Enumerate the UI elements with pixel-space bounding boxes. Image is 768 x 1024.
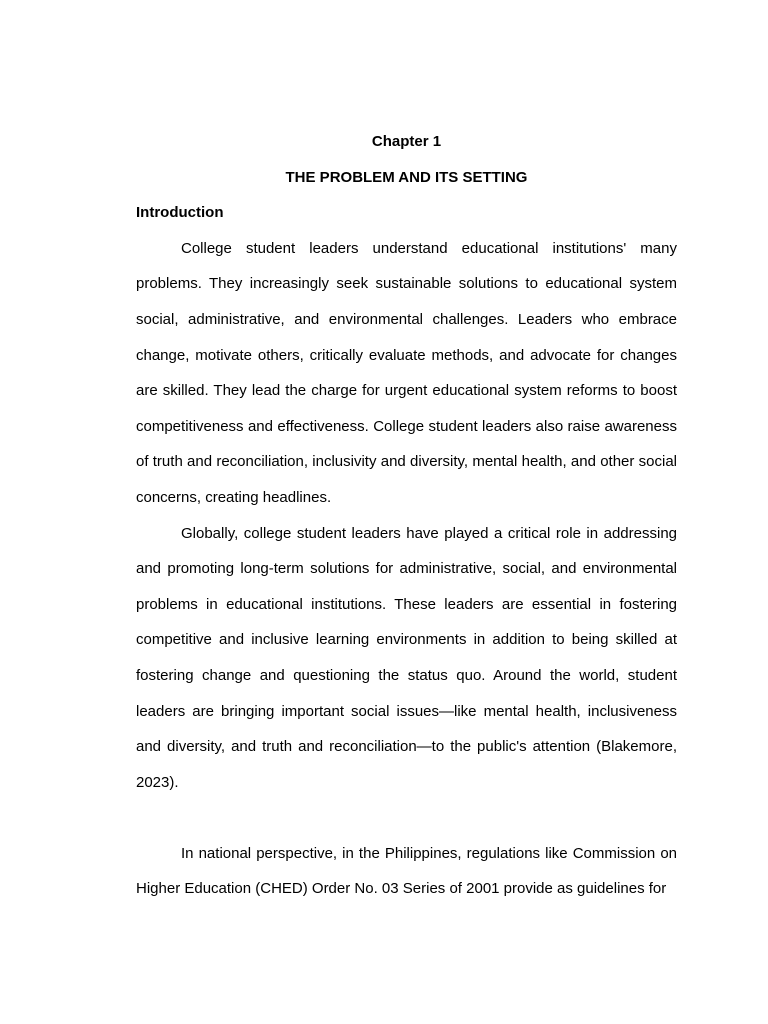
chapter-title: THE PROBLEM AND ITS SETTING (285, 168, 528, 186)
paragraph-3: In national perspective, in the Philippines, regulations like Commission on Higher Education (CHED) Order No. 03 Series of 2001 provide as guidelines for (136, 844, 677, 898)
paragraph-1: College student leaders understand educational institutions' many problems. They increasingly seek sustainable solutions to educational system social, administrative, and environmental challenges. Leaders who embrace change, motivate others, critically evaluate methods, and advocate for changes are skilled. They lead the charge for urgent educational system reforms to boost competitiveness and effectiveness. College student leaders also raise awareness of truth and reconciliation, inclusivity and diversity, mental health, and other social concerns, creating headlines. (136, 239, 677, 506)
paragraph-2: Globally, college student leaders have played a critical role in addressing and promoting long-term solutions for administrative, social, and environmental problems in educational institutions. These leaders are essential in fostering competitive and inclusive learning environments in addition to being skilled at fostering change and questioning the status quo. Around the world, student leaders are bringing important social issues—like mental health, inclusiveness and diversity, and truth and reconciliation—to the public's attention (Blakemore, 2023). (136, 524, 677, 791)
paragraph-spacer (136, 800, 677, 836)
section-heading: Introduction (136, 204, 224, 222)
chapter-label: Chapter 1 (371, 133, 442, 150)
document-page (136, 124, 677, 907)
